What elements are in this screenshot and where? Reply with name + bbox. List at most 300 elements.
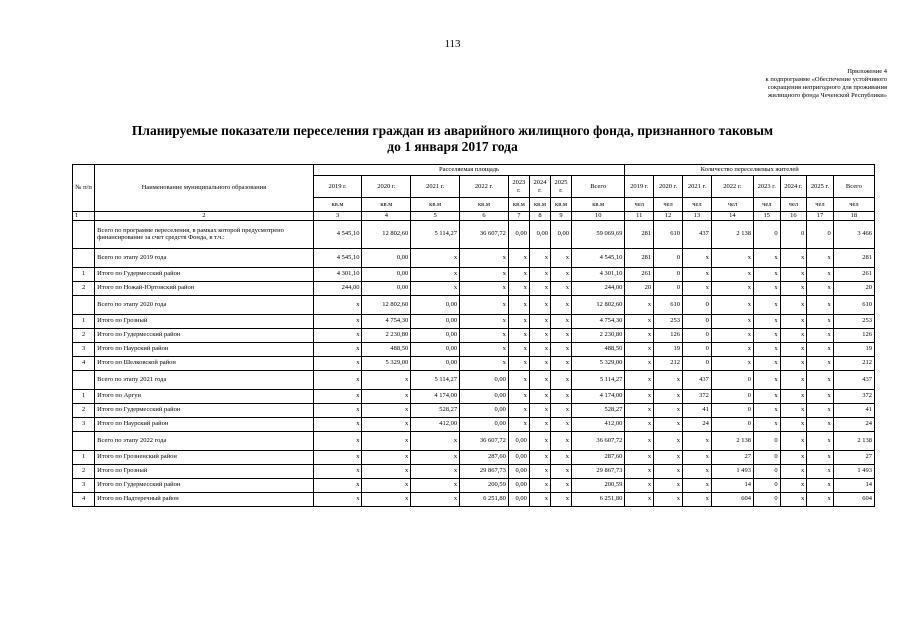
area-cell: x: [508, 356, 529, 370]
table-row: [73, 464, 875, 478]
people-cell: x: [711, 281, 753, 295]
area-cell: x: [460, 267, 509, 281]
people-cell: x: [654, 464, 683, 478]
area-cell: x: [550, 464, 571, 478]
header-people-unit: чел: [753, 198, 780, 212]
area-cell: x: [508, 370, 529, 389]
people-cell: 24: [833, 417, 874, 431]
row-name: Итого по Наурский район: [95, 342, 314, 356]
header-people-unit: чел: [833, 198, 874, 212]
area-cell: 5 114,27: [411, 220, 460, 248]
people-cell: 372: [683, 389, 712, 403]
table-row: [73, 356, 875, 370]
people-cell: x: [780, 431, 807, 450]
people-cell: x: [711, 328, 753, 342]
people-cell: 0: [753, 492, 780, 506]
column-number: 8: [529, 212, 550, 221]
column-number: 1: [73, 212, 95, 221]
area-cell: x: [313, 478, 362, 492]
people-cell: x: [683, 281, 712, 295]
area-cell: 0,00: [411, 356, 460, 370]
people-cell: 0: [711, 389, 753, 403]
area-cell: x: [529, 314, 550, 328]
area-cell: 528,27: [411, 403, 460, 417]
table-row: [73, 492, 875, 506]
people-cell: 0: [711, 370, 753, 389]
header-area-group: Расселяемая площадь: [313, 165, 625, 176]
area-cell: x: [529, 281, 550, 295]
area-cell: x: [313, 492, 362, 506]
people-cell: x: [780, 356, 807, 370]
area-cell: 4 301,10: [313, 267, 362, 281]
area-cell: x: [313, 403, 362, 417]
table-row: [73, 417, 875, 431]
area-cell: x: [362, 492, 411, 506]
area-cell: 412,00: [411, 417, 460, 431]
header-area-year: Всего: [572, 176, 625, 198]
people-cell: 1 493: [833, 464, 874, 478]
header-people-group: Количество переселяемых жителей: [625, 165, 875, 176]
header-people-year: 2025 г.: [807, 176, 834, 198]
people-cell: x: [625, 370, 654, 389]
people-cell: x: [807, 356, 834, 370]
row-num: 3: [73, 417, 95, 431]
people-cell: 20: [833, 281, 874, 295]
area-cell: 5 114,27: [411, 370, 460, 389]
people-cell: 0: [683, 356, 712, 370]
area-cell: x: [529, 370, 550, 389]
row-name: Итого по Гудермесский район: [95, 328, 314, 342]
row-num: 1: [73, 450, 95, 464]
area-cell: x: [411, 267, 460, 281]
row-num: [73, 248, 95, 267]
row-name: Всего по этапу 2021 года: [95, 370, 314, 389]
header-num: № п/п: [73, 165, 95, 212]
area-cell: x: [550, 267, 571, 281]
area-cell: x: [529, 478, 550, 492]
appendix-line: сокращения непригодного для проживания: [767, 84, 887, 91]
people-cell: 0: [753, 464, 780, 478]
people-cell: x: [780, 450, 807, 464]
people-cell: x: [625, 295, 654, 314]
area-cell: 4 754,30: [572, 314, 625, 328]
people-cell: x: [753, 342, 780, 356]
people-cell: x: [625, 464, 654, 478]
people-cell: 19: [654, 342, 683, 356]
header-name: Наименование муниципального образования: [95, 165, 314, 212]
people-cell: 0: [753, 431, 780, 450]
area-cell: x: [362, 431, 411, 450]
header-area-year: 2024 г.: [529, 176, 550, 198]
people-cell: 253: [833, 314, 874, 328]
table-row: [73, 314, 875, 328]
header-people-unit: чел: [654, 198, 683, 212]
people-cell: 0: [654, 267, 683, 281]
people-cell: 0: [753, 478, 780, 492]
people-cell: x: [780, 403, 807, 417]
people-cell: 610: [654, 220, 683, 248]
column-number: 15: [753, 212, 780, 221]
area-cell: x: [508, 389, 529, 403]
area-cell: x: [508, 248, 529, 267]
area-cell: 412,00: [572, 417, 625, 431]
people-cell: 14: [833, 478, 874, 492]
people-cell: 281: [833, 248, 874, 267]
area-cell: 4 545,10: [313, 220, 362, 248]
header-people-unit: чел: [683, 198, 712, 212]
people-cell: x: [625, 389, 654, 403]
area-cell: x: [508, 281, 529, 295]
people-cell: x: [753, 328, 780, 342]
area-cell: 244,00: [313, 281, 362, 295]
area-cell: x: [411, 431, 460, 450]
people-cell: x: [654, 478, 683, 492]
row-num: 2: [73, 464, 95, 478]
header-people-year: 2023 г.: [753, 176, 780, 198]
area-cell: x: [529, 450, 550, 464]
area-cell: 287,60: [460, 450, 509, 464]
area-cell: 488,50: [572, 342, 625, 356]
people-cell: x: [753, 267, 780, 281]
column-number: 9: [550, 212, 571, 221]
area-cell: x: [362, 450, 411, 464]
row-name: Итого по Шелковской район: [95, 356, 314, 370]
people-cell: x: [654, 403, 683, 417]
row-num: 1: [73, 389, 95, 403]
header-area-year: 2020 г.: [362, 176, 411, 198]
row-num: 1: [73, 267, 95, 281]
area-cell: 12 802,60: [362, 295, 411, 314]
table-row: [73, 267, 875, 281]
area-cell: 6 251,80: [460, 492, 509, 506]
people-cell: 0: [683, 342, 712, 356]
people-cell: x: [807, 328, 834, 342]
people-cell: 0: [711, 403, 753, 417]
people-cell: x: [753, 370, 780, 389]
people-cell: x: [753, 281, 780, 295]
area-cell: x: [550, 314, 571, 328]
header-people-unit: чел: [711, 198, 753, 212]
area-cell: 0,00: [362, 248, 411, 267]
people-cell: 604: [833, 492, 874, 506]
area-cell: 0,00: [529, 220, 550, 248]
people-cell: x: [711, 295, 753, 314]
area-cell: x: [550, 492, 571, 506]
column-number: 13: [683, 212, 712, 221]
row-name: Итого по Гудермесский район: [95, 478, 314, 492]
area-cell: x: [313, 356, 362, 370]
column-number: 2: [95, 212, 314, 221]
table-row: [73, 370, 875, 389]
people-cell: 372: [833, 389, 874, 403]
people-cell: 0: [807, 220, 834, 248]
area-cell: x: [550, 248, 571, 267]
people-cell: 0: [683, 314, 712, 328]
people-cell: x: [625, 417, 654, 431]
area-cell: x: [508, 342, 529, 356]
area-cell: 0,00: [411, 314, 460, 328]
header-area-unit: кв.м: [572, 198, 625, 212]
people-cell: 437: [833, 370, 874, 389]
area-cell: 6 251,80: [572, 492, 625, 506]
area-cell: 12 802,60: [572, 295, 625, 314]
area-cell: x: [362, 464, 411, 478]
row-name: Итого по Гудермесский район: [95, 403, 314, 417]
people-cell: 1 493: [711, 464, 753, 478]
header-area-unit: кв.м: [508, 198, 529, 212]
row-name: Всего по программе переселения, в рамках которой предусмотрено финансирование за счет средств Фонда, в т.ч.:: [95, 220, 314, 248]
people-cell: x: [711, 356, 753, 370]
people-cell: x: [683, 492, 712, 506]
people-cell: x: [753, 295, 780, 314]
header-people-year: 2021 г.: [683, 176, 712, 198]
people-cell: x: [780, 295, 807, 314]
header-people-year: 2019 г.: [625, 176, 654, 198]
people-cell: 2 138: [711, 431, 753, 450]
header-area-unit: кв.м: [313, 198, 362, 212]
people-cell: x: [753, 389, 780, 403]
area-cell: 12 802,60: [362, 220, 411, 248]
row-num: 4: [73, 492, 95, 506]
column-number: 11: [625, 212, 654, 221]
area-cell: x: [313, 431, 362, 450]
area-cell: 0,00: [362, 281, 411, 295]
people-cell: x: [683, 478, 712, 492]
people-cell: x: [753, 356, 780, 370]
people-cell: 2 138: [833, 431, 874, 450]
area-cell: x: [550, 370, 571, 389]
area-cell: 0,00: [411, 295, 460, 314]
area-cell: 488,50: [362, 342, 411, 356]
area-cell: x: [460, 295, 509, 314]
people-cell: x: [625, 342, 654, 356]
header-people-year: Всего: [833, 176, 874, 198]
area-cell: 200,59: [460, 478, 509, 492]
area-cell: x: [460, 342, 509, 356]
people-cell: 437: [683, 220, 712, 248]
header-people-unit: чел: [780, 198, 807, 212]
table-row: [73, 328, 875, 342]
area-cell: 29 867,73: [572, 464, 625, 478]
area-cell: 287,60: [572, 450, 625, 464]
people-cell: x: [780, 370, 807, 389]
area-cell: x: [313, 314, 362, 328]
area-cell: x: [508, 403, 529, 417]
area-cell: 5 329,00: [572, 356, 625, 370]
area-cell: x: [313, 295, 362, 314]
people-cell: x: [753, 417, 780, 431]
people-cell: x: [807, 370, 834, 389]
row-name: Всего по этапу 2022 года: [95, 431, 314, 450]
people-cell: 610: [833, 295, 874, 314]
area-cell: x: [529, 295, 550, 314]
people-cell: x: [807, 464, 834, 478]
people-cell: 0: [654, 248, 683, 267]
people-cell: 0: [753, 220, 780, 248]
header-people-unit: чел: [807, 198, 834, 212]
area-cell: x: [362, 417, 411, 431]
people-cell: x: [807, 267, 834, 281]
appendix-line: к подпрограмме «Обеспечение устойчивого: [765, 76, 887, 83]
header-area-unit: кв.м: [550, 198, 571, 212]
area-cell: x: [313, 342, 362, 356]
header-people-year: 2020 г.: [654, 176, 683, 198]
area-cell: 29 867,73: [460, 464, 509, 478]
table-row: [73, 248, 875, 267]
area-cell: x: [529, 356, 550, 370]
people-cell: x: [780, 248, 807, 267]
header-area-year: 2021 г.: [411, 176, 460, 198]
area-cell: 0,00: [411, 342, 460, 356]
people-cell: 437: [683, 370, 712, 389]
area-cell: 0,00: [508, 431, 529, 450]
area-cell: x: [411, 478, 460, 492]
column-number: 4: [362, 212, 411, 221]
people-cell: x: [654, 431, 683, 450]
people-cell: 0: [654, 281, 683, 295]
area-cell: 36 607,72: [460, 220, 509, 248]
people-cell: 3 466: [833, 220, 874, 248]
area-cell: 0,00: [508, 450, 529, 464]
people-cell: x: [683, 248, 712, 267]
people-cell: x: [625, 403, 654, 417]
people-cell: x: [654, 492, 683, 506]
area-cell: 4 301,10: [572, 267, 625, 281]
header-area-unit: кв.м: [460, 198, 509, 212]
area-cell: x: [460, 314, 509, 328]
people-cell: x: [807, 342, 834, 356]
people-cell: x: [711, 342, 753, 356]
area-cell: x: [529, 328, 550, 342]
area-cell: x: [529, 492, 550, 506]
people-cell: x: [711, 267, 753, 281]
area-cell: x: [411, 450, 460, 464]
area-cell: x: [508, 328, 529, 342]
area-cell: 200,59: [572, 478, 625, 492]
row-name: Итого по Грозный: [95, 464, 314, 478]
people-cell: x: [780, 492, 807, 506]
people-cell: 212: [833, 356, 874, 370]
people-cell: x: [807, 389, 834, 403]
people-cell: 27: [711, 450, 753, 464]
header-area-unit: кв.м: [411, 198, 460, 212]
row-name: Всего по этапу 2019 года: [95, 248, 314, 267]
area-cell: x: [550, 281, 571, 295]
people-cell: x: [625, 478, 654, 492]
column-number: 17: [807, 212, 834, 221]
people-cell: 0: [753, 450, 780, 464]
area-cell: x: [362, 389, 411, 403]
people-cell: x: [807, 450, 834, 464]
area-cell: 36 607,72: [572, 431, 625, 450]
people-cell: x: [654, 417, 683, 431]
row-num: [73, 295, 95, 314]
people-cell: 0: [683, 328, 712, 342]
row-name: Всего по этапу 2020 года: [95, 295, 314, 314]
people-cell: x: [780, 267, 807, 281]
header-people-year: 2024 г.: [780, 176, 807, 198]
people-cell: x: [807, 417, 834, 431]
area-cell: x: [508, 314, 529, 328]
area-cell: 5 114,27: [572, 370, 625, 389]
area-cell: 0,00: [460, 389, 509, 403]
area-cell: x: [313, 328, 362, 342]
row-num: 2: [73, 328, 95, 342]
area-cell: 0,00: [411, 328, 460, 342]
area-cell: x: [411, 281, 460, 295]
area-cell: x: [508, 417, 529, 431]
people-cell: x: [753, 403, 780, 417]
people-cell: x: [807, 295, 834, 314]
people-cell: 24: [683, 417, 712, 431]
people-cell: 261: [625, 267, 654, 281]
row-num: 1: [73, 314, 95, 328]
people-cell: 41: [833, 403, 874, 417]
table-row: [73, 431, 875, 450]
header-area-year: 2022 г.: [460, 176, 509, 198]
area-cell: x: [529, 389, 550, 403]
area-cell: x: [529, 248, 550, 267]
row-name: Итого по Надтеречный район: [95, 492, 314, 506]
area-cell: x: [529, 431, 550, 450]
area-cell: x: [550, 431, 571, 450]
column-number: 12: [654, 212, 683, 221]
document-title: [0, 123, 905, 155]
row-name: Итого по Аргун: [95, 389, 314, 403]
title-line: до 1 января 2017 года: [387, 139, 518, 154]
column-number: 14: [711, 212, 753, 221]
header-area-year: 2025 г.: [550, 176, 571, 198]
table-row: [73, 295, 875, 314]
people-cell: x: [683, 450, 712, 464]
header-area-unit: кв.м: [362, 198, 411, 212]
row-num: [73, 431, 95, 450]
page-number: 113: [444, 38, 461, 50]
people-cell: 281: [625, 248, 654, 267]
people-cell: 604: [711, 492, 753, 506]
people-cell: x: [780, 417, 807, 431]
area-cell: x: [313, 389, 362, 403]
people-cell: x: [753, 314, 780, 328]
table-row: [73, 403, 875, 417]
area-cell: x: [460, 356, 509, 370]
people-cell: x: [807, 248, 834, 267]
row-num: [73, 370, 95, 389]
area-cell: x: [550, 389, 571, 403]
people-cell: 261: [833, 267, 874, 281]
people-cell: x: [807, 403, 834, 417]
row-name: Итого по Наурский район: [95, 417, 314, 431]
area-cell: 0,00: [460, 403, 509, 417]
column-number: 16: [780, 212, 807, 221]
area-cell: x: [362, 478, 411, 492]
people-cell: x: [654, 450, 683, 464]
people-cell: x: [780, 342, 807, 356]
people-cell: x: [780, 464, 807, 478]
table-row: [73, 342, 875, 356]
column-number: 7: [508, 212, 529, 221]
area-cell: 0,00: [508, 492, 529, 506]
row-num: 3: [73, 342, 95, 356]
people-cell: x: [654, 370, 683, 389]
people-cell: x: [625, 314, 654, 328]
area-cell: x: [529, 342, 550, 356]
header-area-year: 2019 г.: [313, 176, 362, 198]
area-cell: 0,00: [460, 370, 509, 389]
area-cell: 2 230,80: [362, 328, 411, 342]
area-cell: x: [529, 417, 550, 431]
area-cell: x: [550, 295, 571, 314]
